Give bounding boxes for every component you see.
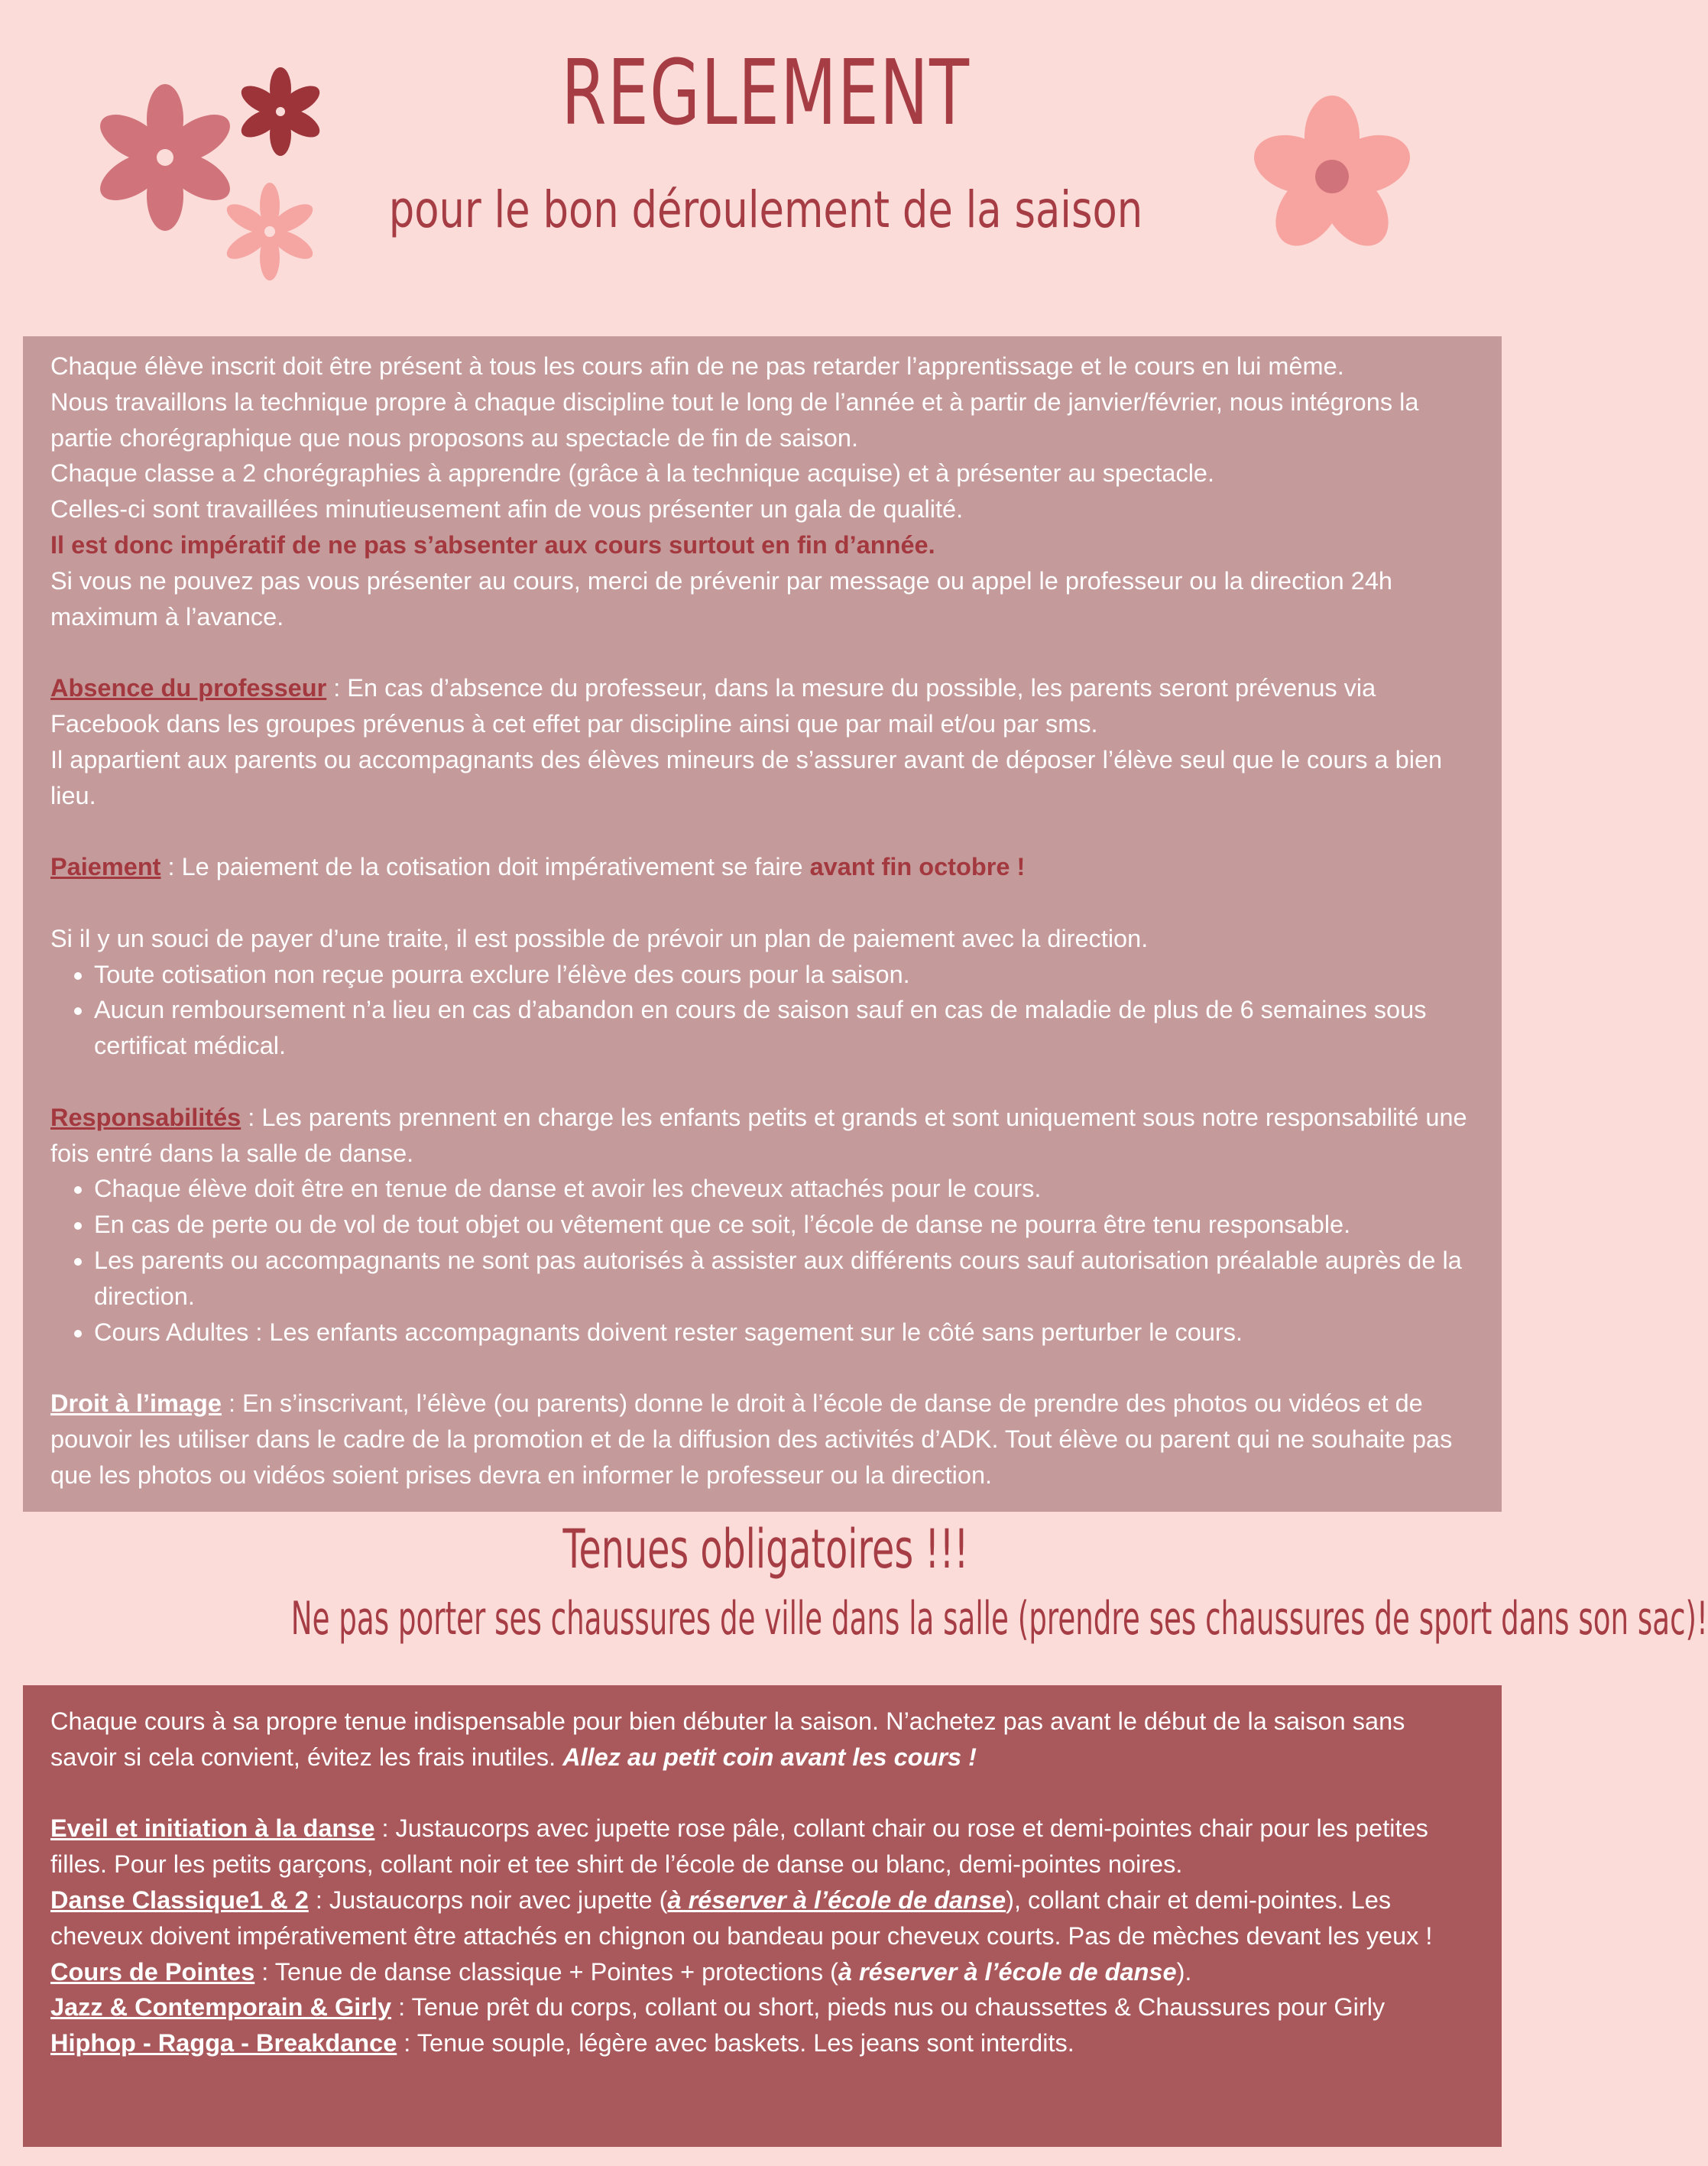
absence-section	[50, 670, 1474, 742]
classique-text: : Justaucorps noir avec jupette (	[308, 1886, 668, 1914]
droit-section	[50, 1386, 1474, 1493]
classique-reserve: à réserver à l’école de danse	[667, 1886, 1006, 1914]
absence-text-2: Il appartient aux parents ou accompagnants des élèves mineurs de s’assurer avant de déposer l’élève seul que le cours a bien lieu.	[50, 745, 1443, 809]
responsabilites-list	[50, 1171, 1474, 1350]
eveil-section	[50, 1811, 1474, 1882]
pointes-reserve: à réserver à l’école de danse	[838, 1957, 1177, 1986]
paiement-note: Si il y un souci de payer d’une traite, il est possible de prévoir un plan de paiement avec la direction.	[50, 924, 1149, 952]
intro-line: Celles-ci sont travaillées minutieusement afin de vous présenter un gala de qualité.	[50, 495, 964, 524]
absence-notice: Si vous ne pouvez pas vous présenter au cours, merci de prévenir par message ou appel le professeur ou la direction 24h maximum à l’avance.	[50, 566, 1392, 631]
jazz-section	[50, 1989, 1474, 2025]
classique-heading: Danse Classique1 & 2	[50, 1886, 309, 1914]
hiphop-text: : Tenue souple, légère avec baskets. Les jeans sont interdits.	[397, 2029, 1074, 2057]
jazz-heading: Jazz & Contemporain & Girly	[50, 1993, 392, 2022]
list-item: • En cas de perte ou de vol de tout objet ou vêtement que ce soit, l’école de danse ne pourra être tenu responsable.	[94, 1207, 1474, 1243]
responsabilites-section	[50, 1100, 1474, 1172]
classique-text-2: ), collant chair et demi-pointes. Les cheveux doivent impérativement être attachés en chignon ou bandeau pour cheveux courts. Pas de mèches devant les yeux !	[50, 1886, 1433, 1950]
list-item: • Les parents ou accompagnants ne sont pas autorisés à assister aux différents cours sauf autorisation préalable auprès de la direction.	[94, 1243, 1474, 1315]
tenues-title: Tenues obligatoires !!!	[562, 1518, 969, 1581]
responsabilites-heading: Responsabilités	[50, 1103, 241, 1131]
list-item: • Cours Adultes : Les enfants accompagnants doivent rester sagement sur le côté sans perturber le cours.	[94, 1315, 1474, 1351]
hiphop-section	[50, 2025, 1474, 2061]
intro-line: Chaque élève inscrit doit être présent à tous les cours afin de ne pas retarder l’apprentissage et le cours en lui même.	[50, 352, 1344, 380]
tenues-intro	[50, 1704, 1474, 1775]
paiement-list	[50, 957, 1474, 1064]
tenues-intro-emph: Allez au petit coin avant les cours !	[562, 1743, 977, 1771]
droit-heading: Droit à l’image	[50, 1389, 222, 1418]
eveil-heading: Eveil et initiation à la danse	[50, 1814, 375, 1843]
responsabilites-text: : Les parents prennent en charge les enfants petits et grands et sont uniquement sous notre responsabilité une fois entré dans la salle de danse.	[50, 1103, 1467, 1167]
attendance-warning: Il est donc impératif de ne pas s’absenter aux cours surtout en fin d’année.	[50, 530, 935, 559]
paiement-deadline: avant fin octobre !	[809, 853, 1026, 881]
pointes-heading: Cours de Pointes	[50, 1957, 255, 1986]
jazz-text: : Tenue prêt du corps, collant ou short, pieds nus ou chaussettes & Chaussures pour Girly	[391, 1993, 1386, 2022]
list-item: • Chaque élève doit être en tenue de danse et avoir les cheveux attachés pour le cours.	[94, 1171, 1474, 1207]
eveil-text: : Justaucorps avec jupette rose pâle, collant chair ou rose et demi-pointes chair pour les petites filles. Pour les petits garçons, collant noir et tee shirt de l’école de danse ou blanc, demi-pointes noires.	[50, 1814, 1428, 1879]
tenues-subtitle: Ne pas porter ses chaussures de ville dans la salle (prendre ses chaussures de sport dans son sac)!	[290, 1592, 1708, 1646]
intro-line: Chaque classe a 2 chorégraphies à apprendre (grâce à la technique acquise) et à présenter au spectacle.	[50, 459, 1215, 488]
rules-panel	[23, 336, 1502, 1512]
page-title: REGLEMENT	[561, 40, 971, 145]
paiement-section	[50, 849, 1474, 885]
classique-section	[50, 1882, 1474, 1954]
page-subtitle: pour le bon déroulement de la saison	[388, 180, 1143, 239]
paiement-text: : Le paiement de la cotisation doit impérativement se faire	[160, 853, 810, 881]
hiphop-heading: Hiphop - Ragga - Breakdance	[50, 2029, 397, 2057]
droit-text: : En s’inscrivant, l’élève (ou parents) donne le droit à l’école de danse de prendre des photos ou vidéos et de pouvoir les utiliser dans le cadre de la promotion et de la diffusion des activités d’ADK. Tout élève ou parent qui ne souhaite pas que les photos ou vidéos soient prises devra en informer le professeur ou la direction.	[50, 1389, 1453, 1489]
intro-line: Nous travaillons la technique propre à chaque discipline tout le long de l’année et à partir de janvier/février, nous intégrons la partie chorégraphique que nous proposons au spectacle de fin de saison.	[50, 387, 1419, 452]
tenues-intro-text: Chaque cours à sa propre tenue indispensable pour bien débuter la saison. N’achetez pas avant le début de la saison sans savoir si cela convient, évitez les frais inutiles.	[50, 1707, 1405, 1771]
paiement-heading: Paiement	[50, 853, 161, 881]
list-item: • Toute cotisation non reçue pourra exclure l’élève des cours pour la saison.	[94, 957, 1474, 993]
list-item: • Aucun remboursement n’a lieu en cas d’abandon en cours de saison sauf en cas de maladie de plus de 6 semaines sous certificat médical.	[94, 992, 1474, 1064]
pointes-text-2: ).	[1176, 1957, 1192, 1986]
absence-heading: Absence du professeur	[50, 674, 327, 702]
tenues-panel	[23, 1685, 1502, 2147]
pointes-text: : Tenue de danse classique + Pointes + protections (	[254, 1957, 838, 1986]
absence-text: : En cas d’absence du professeur, dans la mesure du possible, les parents seront prévenus via Facebook dans les groupes prévenus à cet effet par discipline ainsi que par mail et/ou par sms.	[50, 674, 1376, 738]
pointes-section	[50, 1954, 1474, 1990]
